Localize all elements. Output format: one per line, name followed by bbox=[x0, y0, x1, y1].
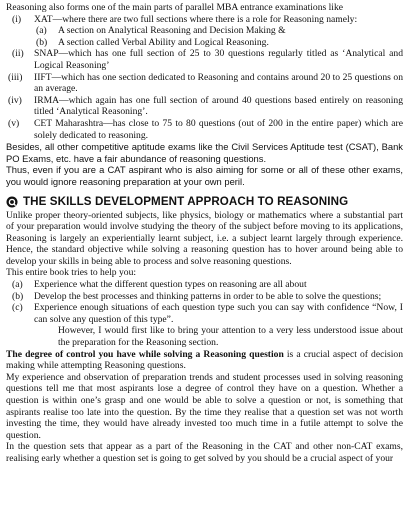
list-label: (b) bbox=[12, 290, 24, 302]
list-text: CET Maharashtra—has close to 75 to 80 questions (out of 200 in the entire paper) which are solely dedicated to reasoning. bbox=[34, 117, 403, 141]
list-text: A section on Analytical Reasoning and Decision Making & bbox=[58, 25, 286, 37]
list-text: Experience enough situations of each question type such you can say with confidence “Now, I can solve any question of this type”. bbox=[34, 302, 403, 325]
list-label: (i) bbox=[12, 13, 22, 25]
help-list bbox=[6, 279, 403, 349]
section-heading bbox=[6, 196, 403, 208]
list-text: IIFT—which has one section dedicated to Reasoning and contains around 20 to 25 questions on an average. bbox=[34, 71, 403, 95]
list-label: (a) bbox=[36, 25, 47, 37]
besides-paragraph: Besides, all other competitive aptitude exams like the Civil Services Aptitude test (CSAT), Bank PO Exams, etc. have a fair abundance of reasoning questions. bbox=[6, 141, 403, 164]
list-item bbox=[6, 95, 403, 118]
degree-paragraph bbox=[6, 349, 403, 372]
list-item bbox=[6, 72, 403, 95]
list-item bbox=[6, 291, 403, 303]
list-text: XAT—where there are two full sections where there is a role for Reasoning namely: bbox=[34, 13, 358, 25]
list-text: Experience what the different question types on reasoning are all about bbox=[34, 279, 307, 291]
section-heading-text: THE SKILLS DEVELOPMENT APPROACH TO REASONING bbox=[23, 194, 349, 208]
question-sets-paragraph: In the question sets that appear as a part of the Reasoning in the CAT and other non-CAT exams, realising early whether a question set is going to get solved by you should be a crucial aspect of your bbox=[6, 441, 403, 464]
however-paragraph: However, I would first like to bring your attention to a very less understood issue about the preparation for the Reasoning section. bbox=[58, 325, 403, 349]
degree-bold-text: The degree of control you have while solving a Reasoning question bbox=[6, 348, 284, 360]
skills-paragraph: Unlike proper theory-oriented subjects, like physics, biology or mathematics where a substantial part of your preparation would involve studying the theory of the subject before moving to its applications, Reasoning is largely an experientially learnt subject, i.e. a subject learnt largely through experience. Hence, the standard objective while solving a reasoning question has to hover around being able to develop your skills in being able to process and solve reasoning questions. bbox=[6, 209, 403, 267]
experience-paragraph: My experience and observation of preparation trends and student processes used in solving reasoning questions tell me that most aspirants lose a degree of control they have on a question. Whether a question is within one’s grasp and one would be able to solve a question or not, is something that aspirants realise too late into the question. By the time they realise that a question set was not worth investing the time, they would have already invested too much time in a futile attempt to solve the question. bbox=[6, 371, 403, 441]
list-label: (a) bbox=[12, 279, 23, 291]
list-text: A section called Verbal Ability and Logical Reasoning. bbox=[58, 36, 269, 48]
list-item bbox=[6, 25, 403, 37]
list-text: IRMA—which again has one full section of around 40 questions based entirely on reasoning titled ‘Analytical Reasoning’. bbox=[34, 94, 403, 118]
list-item bbox=[6, 118, 403, 141]
section-bullet-icon bbox=[6, 196, 18, 208]
list-label: (v) bbox=[8, 117, 20, 129]
list-label: (c) bbox=[12, 302, 23, 314]
list-text: Develop the best processes and thinking patterns in order to be able to solve the questions; bbox=[34, 290, 382, 302]
list-item bbox=[6, 302, 403, 325]
degree-rest-text: is a crucial aspect of decision making while attempting Reasoning questions. bbox=[6, 348, 403, 372]
intro-paragraph: Reasoning also forms one of the main parts of parallel MBA entrance examinations like bbox=[6, 2, 344, 13]
list-label: (ii) bbox=[12, 48, 24, 60]
exam-list bbox=[6, 14, 403, 142]
thus-paragraph: Thus, even if you are a CAT aspirant who is also aiming for some or all of these other exams, you would ignore reasoning preparation at your own peril. bbox=[6, 164, 403, 187]
list-text: SNAP—which has one full section of 25 to 30 questions regularly titled as ‘Analytical and Logical Reasoning’ bbox=[34, 48, 403, 71]
list-label: (b) bbox=[36, 36, 48, 48]
list-item bbox=[6, 279, 403, 291]
list-item bbox=[6, 37, 403, 49]
list-label: (iii) bbox=[8, 71, 23, 83]
list-item bbox=[6, 14, 403, 26]
list-item bbox=[6, 48, 403, 71]
list-label: (iv) bbox=[8, 94, 22, 106]
tries-line: This entire book tries to help you: bbox=[6, 267, 137, 279]
